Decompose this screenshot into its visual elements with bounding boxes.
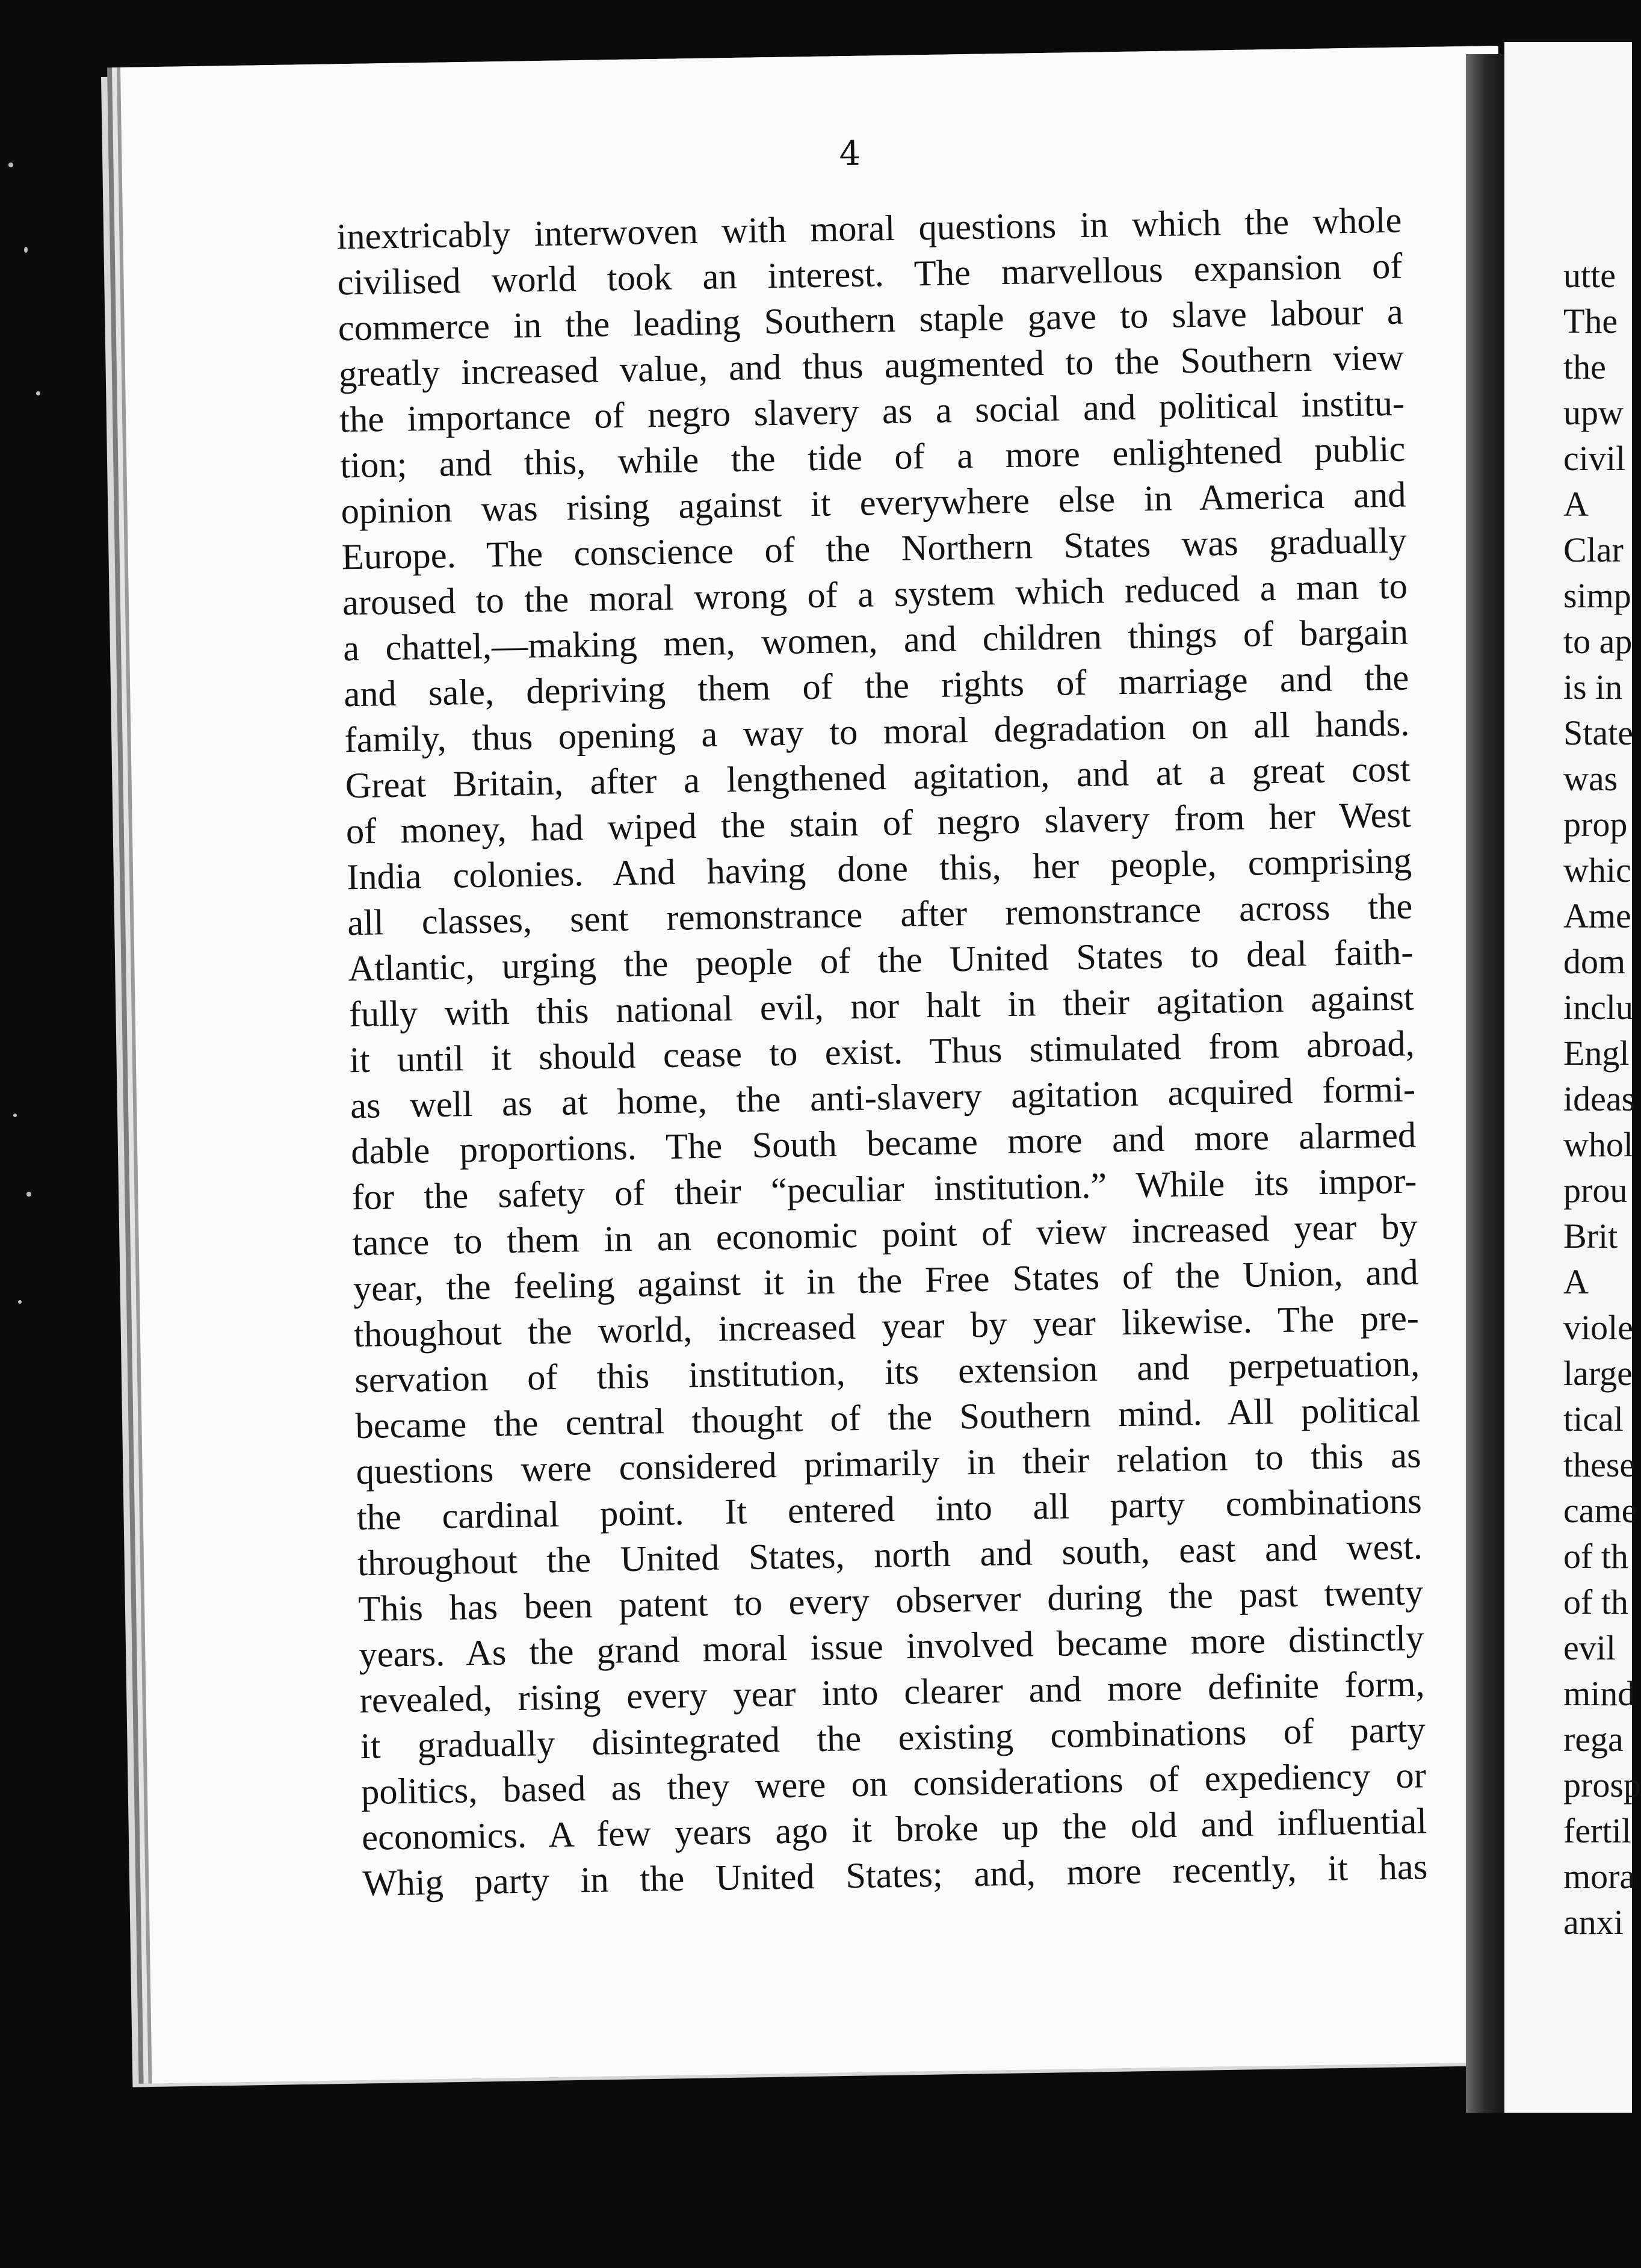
text-line: throughout the United States, north and south, east and west. [357, 1526, 1423, 1584]
text-line: greatly increased value, and thus augmented to the Southern view [338, 337, 1405, 395]
facing-line-fragment: anxi [1563, 1903, 1624, 1942]
text-line: dable proportions. The South became more and more alarmed [350, 1115, 1417, 1173]
text-line: as well as at home, the anti-slavery agitation acquired formi- [350, 1069, 1416, 1127]
facing-line-fragment: ideas [1563, 1079, 1636, 1118]
text-line: civilised world took an interest. The marvellous expansion of [337, 246, 1403, 303]
text-line: of money, had wiped the stain of negro slavery from her West [345, 795, 1412, 852]
text-line: This has been patent to every observer during the past twenty [357, 1572, 1424, 1630]
facing-line-fragment: of th [1563, 1582, 1628, 1622]
facing-line-fragment: prosp [1563, 1765, 1641, 1805]
facing-line-fragment: The [1563, 302, 1618, 341]
scan-speck [8, 163, 13, 167]
facing-line-fragment: is in [1563, 668, 1623, 707]
facing-page-text [1563, 253, 1641, 1945]
facing-line-fragment: rega [1563, 1720, 1624, 1759]
facing-line-fragment: Ame [1563, 896, 1631, 935]
text-line: years. As the grand moral issue involved became more distinctly [358, 1618, 1424, 1676]
text-line: questions were considered primarily in their relation to this as [356, 1435, 1422, 1493]
scan-speck [36, 391, 40, 395]
facing-page-fragment [1504, 42, 1641, 2113]
facing-line-fragment: the [1563, 347, 1606, 386]
facing-line-fragment: tical [1563, 1399, 1624, 1439]
facing-line-fragment: A [1563, 1262, 1589, 1301]
text-line: all classes, sent remonstrance after remonstrance across the [347, 886, 1413, 944]
facing-line-fragment: to ap [1563, 622, 1633, 661]
text-line: family, thus opening a way to moral degradation on all hands. [344, 703, 1410, 761]
facing-line-fragment: fertil [1563, 1811, 1631, 1850]
body-text [336, 198, 1428, 1907]
left-page [120, 46, 1530, 2084]
facing-line-fragment: A [1563, 485, 1589, 524]
facing-line-fragment: inclu [1563, 988, 1633, 1027]
facing-line-fragment: civil [1563, 439, 1626, 478]
facing-line-fragment: these [1563, 1445, 1636, 1484]
text-line: for the safety of their “peculiar institution.” While its impor- [351, 1160, 1417, 1218]
text-line: year, the feeling against it in the Free States of the Union, and [353, 1252, 1419, 1310]
facing-line-fragment: prop [1563, 805, 1628, 844]
facing-line-fragment: of th [1563, 1537, 1628, 1576]
text-line: thoughout the world, increased year by year likewise. The pre- [353, 1298, 1420, 1356]
scan-speck [24, 247, 28, 253]
facing-line-fragment: mind [1563, 1674, 1636, 1713]
text-line: and sale, depriving them of the rights of marriage and the [343, 657, 1409, 715]
facing-line-fragment: Engl [1563, 1033, 1630, 1073]
text-line: tion; and this, while the tide of a more enlightened public [339, 429, 1406, 486]
facing-line-fragment: was [1563, 759, 1618, 798]
text-line: Whig party in the United States; and, more recently, it has [362, 1847, 1428, 1904]
text-line: it until it should cease to exist. Thus stimulated from abroad, [349, 1023, 1415, 1081]
text-line: inextricably interwoven with moral questions in which the whole [336, 200, 1402, 258]
facing-line-fragment: evil [1563, 1628, 1616, 1667]
facing-line-fragment: dom [1563, 942, 1626, 981]
facing-line-fragment: came [1563, 1491, 1637, 1530]
facing-line-fragment: State [1563, 713, 1633, 752]
scan-speck [26, 1192, 31, 1197]
text-line: it gradually disintegrated the existing combinations of party [360, 1709, 1426, 1767]
facing-line-fragment: whic [1563, 850, 1631, 890]
facing-line-fragment: upw [1563, 393, 1624, 432]
text-line: tance to them in an economic point of view increased year by [352, 1206, 1418, 1264]
text-line: Atlantic, urging the people of the United States to deal faith- [348, 932, 1414, 990]
text-line: politics, based as they were on considerations of expediency or [360, 1755, 1427, 1813]
scan-speck [18, 1300, 22, 1304]
text-line: India colonies. And having done this, her people, comprising [346, 840, 1412, 898]
facing-line-fragment: simp [1563, 576, 1631, 615]
text-line: the importance of negro slavery as a social and political institu- [339, 383, 1405, 441]
text-line: economics. A few years ago it broke up the old and influential [361, 1801, 1427, 1859]
facing-line-fragment: Brit [1563, 1216, 1618, 1256]
text-line: fully with this national evil, nor halt in their agitation against [348, 978, 1415, 1035]
text-line: opinion was rising against it everywhere else in America and [341, 474, 1406, 532]
scan-speck [13, 1114, 17, 1117]
text-line: became the central thought of the Southern mind. All political [354, 1389, 1421, 1447]
facing-line-fragment: Clar [1563, 530, 1624, 569]
text-line: Great Britain, after a lengthened agitation, and at a great cost [345, 749, 1411, 807]
text-line: revealed, rising every year into clearer and more definite form, [359, 1664, 1425, 1721]
text-line: servation of this institution, its extension and perpetuation, [354, 1343, 1420, 1401]
facing-line-fragment: viole [1563, 1308, 1633, 1347]
text-line: commerce in the leading Southern staple gave to slave labour a [338, 291, 1404, 349]
book-gutter [1466, 54, 1508, 2113]
facing-line-fragment: large [1563, 1354, 1633, 1393]
text-line: a chattel,—making men, women, and children things of bargain [342, 612, 1409, 669]
facing-line-fragment: mora [1563, 1857, 1636, 1896]
page-number: 4 [839, 134, 861, 174]
text-line: Europe. The conscience of the Northern States was gradually [341, 520, 1408, 578]
facing-line-fragment: whol [1563, 1125, 1633, 1164]
facing-line-fragment: utte [1563, 256, 1616, 295]
facing-line-fragment: prou [1563, 1171, 1628, 1210]
text-line: aroused to the moral wrong of a system which reduced a man to [342, 566, 1408, 624]
text-line: the cardinal point. It entered into all party combinations [356, 1481, 1423, 1538]
